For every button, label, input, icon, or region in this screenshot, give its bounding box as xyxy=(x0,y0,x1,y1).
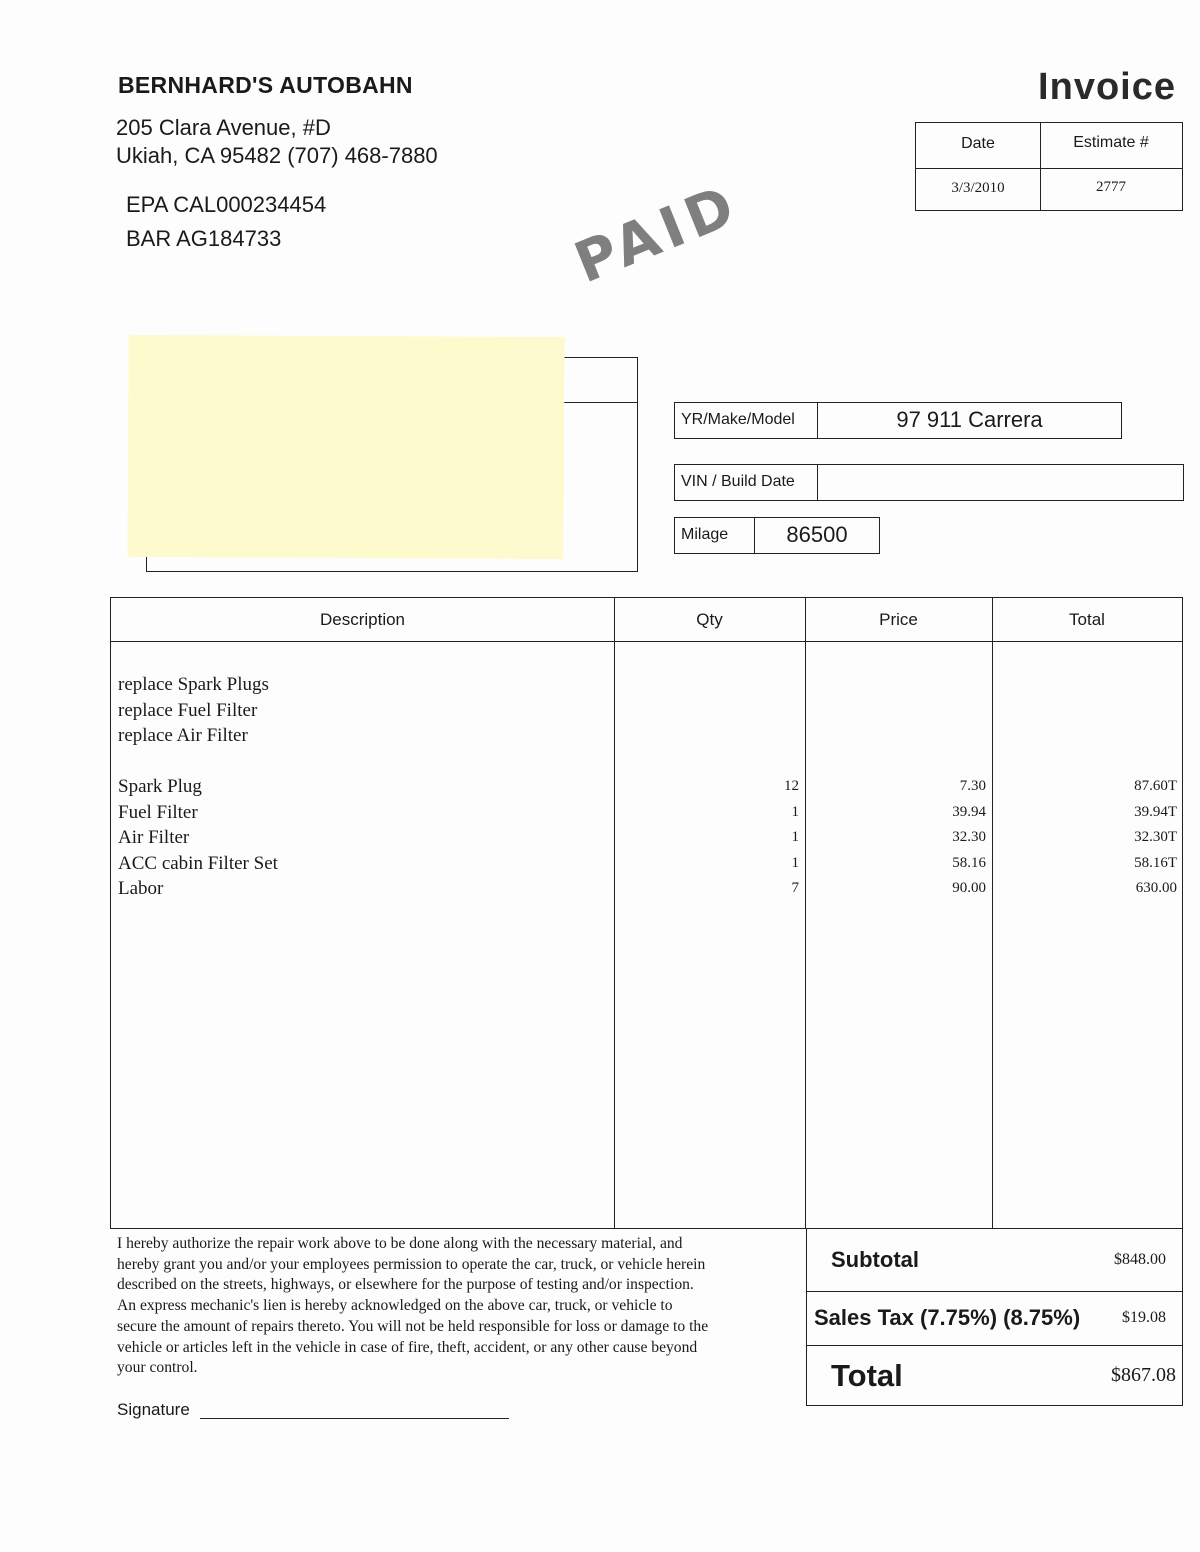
item-price: 90.00 xyxy=(952,880,986,896)
totals-box xyxy=(806,1228,1183,1406)
item-total: 630.00 xyxy=(1135,880,1177,896)
redaction-patch xyxy=(127,335,564,559)
estimate-value: 2777 xyxy=(1096,179,1126,195)
line-items-table xyxy=(110,597,1183,1229)
item-total: 87.60T xyxy=(1134,778,1177,794)
note-line: replace Air Filter xyxy=(118,725,248,746)
total-label: Total xyxy=(831,1358,903,1393)
item-price: 58.16 xyxy=(952,854,986,871)
column-header-description: Description xyxy=(319,610,406,629)
address-line-1: 205 Clara Avenue, #D xyxy=(116,115,331,140)
vin-label: VIN / Build Date xyxy=(681,473,795,490)
document-title: Invoice xyxy=(1038,66,1176,108)
item-qty: 12 xyxy=(784,778,799,794)
divider xyxy=(916,168,1182,169)
item-qty: 1 xyxy=(791,803,799,820)
item-description: Spark Plug xyxy=(118,776,202,797)
column-header-qty: Qty xyxy=(696,610,723,629)
customer-box-border xyxy=(637,357,638,572)
divider xyxy=(807,1345,1182,1346)
item-description: ACC cabin Filter Set xyxy=(118,852,278,874)
model-value: 97 911 Carrera xyxy=(896,407,1043,432)
item-qty: 7 xyxy=(791,880,799,896)
customer-box-border xyxy=(146,571,638,572)
authorization-line: your control. xyxy=(117,1359,198,1377)
subtotal-label: Subtotal xyxy=(831,1247,919,1272)
customer-box-border xyxy=(564,402,638,403)
column-divider xyxy=(614,598,615,1228)
item-price: 39.94 xyxy=(952,803,986,820)
note-line: replace Spark Plugs xyxy=(118,674,269,695)
item-price: 7.30 xyxy=(959,778,986,794)
signature-label: Signature xyxy=(117,1400,190,1419)
authorization-line: hereby grant you and/or your employees permission to operate the car, truck, or vehicle herein xyxy=(117,1255,706,1273)
authorization-line: described on the streets, highways, or elsewhere for the purpose of testing and/or inspection. xyxy=(117,1276,694,1294)
column-divider xyxy=(805,598,806,1228)
item-description: Air Filter xyxy=(118,827,190,848)
estimate-label: Estimate # xyxy=(1073,134,1149,151)
divider xyxy=(817,465,818,500)
signature-line xyxy=(200,1418,509,1419)
address-line-2: Ukiah, CA 95482 (707) 468-7880 xyxy=(116,143,438,168)
item-qty: 1 xyxy=(791,829,799,845)
divider xyxy=(807,1291,1182,1292)
authorization-text xyxy=(117,1234,807,1379)
sales-tax-label: Sales Tax (7.75%) (8.75%) xyxy=(814,1305,1081,1330)
paid-stamp: PAID xyxy=(566,172,749,297)
epa-number: EPA CAL000234454 xyxy=(126,192,327,217)
item-qty: 1 xyxy=(791,854,799,871)
note-line: replace Fuel Filter xyxy=(118,699,258,721)
column-header-total: Total xyxy=(1069,610,1105,629)
item-total: 39.94T xyxy=(1134,803,1177,820)
column-divider xyxy=(992,598,993,1228)
date-label: Date xyxy=(961,135,995,152)
column-header-price: Price xyxy=(879,610,918,629)
header-divider xyxy=(111,641,1182,642)
date-estimate-box xyxy=(915,122,1183,211)
item-total: 32.30T xyxy=(1134,829,1177,845)
total-value: $867.08 xyxy=(1111,1364,1176,1386)
customer-box-border xyxy=(146,555,147,572)
model-label: YR/Make/Model xyxy=(681,411,795,428)
subtotal-value: $848.00 xyxy=(1114,1251,1166,1268)
date-value: 3/3/2010 xyxy=(951,180,1005,196)
bar-number: BAR AG184733 xyxy=(126,226,282,251)
item-description: Labor xyxy=(118,878,164,899)
mileage-box xyxy=(674,517,880,554)
sales-tax-value: $19.08 xyxy=(1122,1309,1166,1326)
mileage-value: 86500 xyxy=(786,522,848,547)
mileage-label: Milage xyxy=(681,526,729,543)
item-total: 58.16T xyxy=(1134,854,1177,871)
model-box xyxy=(674,402,1122,439)
customer-box-border xyxy=(564,357,638,358)
company-name: BERNHARD'S AUTOBAHN xyxy=(118,72,413,98)
authorization-line: vehicle or articles left in the vehicle in case of fire, theft, accident, or any other cause beyond xyxy=(117,1338,698,1356)
vin-box xyxy=(674,464,1184,501)
authorization-line: An express mechanic's lien is hereby acknowledged on the above car, truck, or vehicle to xyxy=(117,1297,673,1315)
authorization-line: secure the amount of repairs thereto. You will not be held responsible for loss or damage to the xyxy=(117,1317,709,1335)
authorization-line: I hereby authorize the repair work above to be done along with the necessary material, and xyxy=(117,1235,683,1252)
item-price: 32.30 xyxy=(952,829,986,845)
item-description: Fuel Filter xyxy=(118,801,198,823)
